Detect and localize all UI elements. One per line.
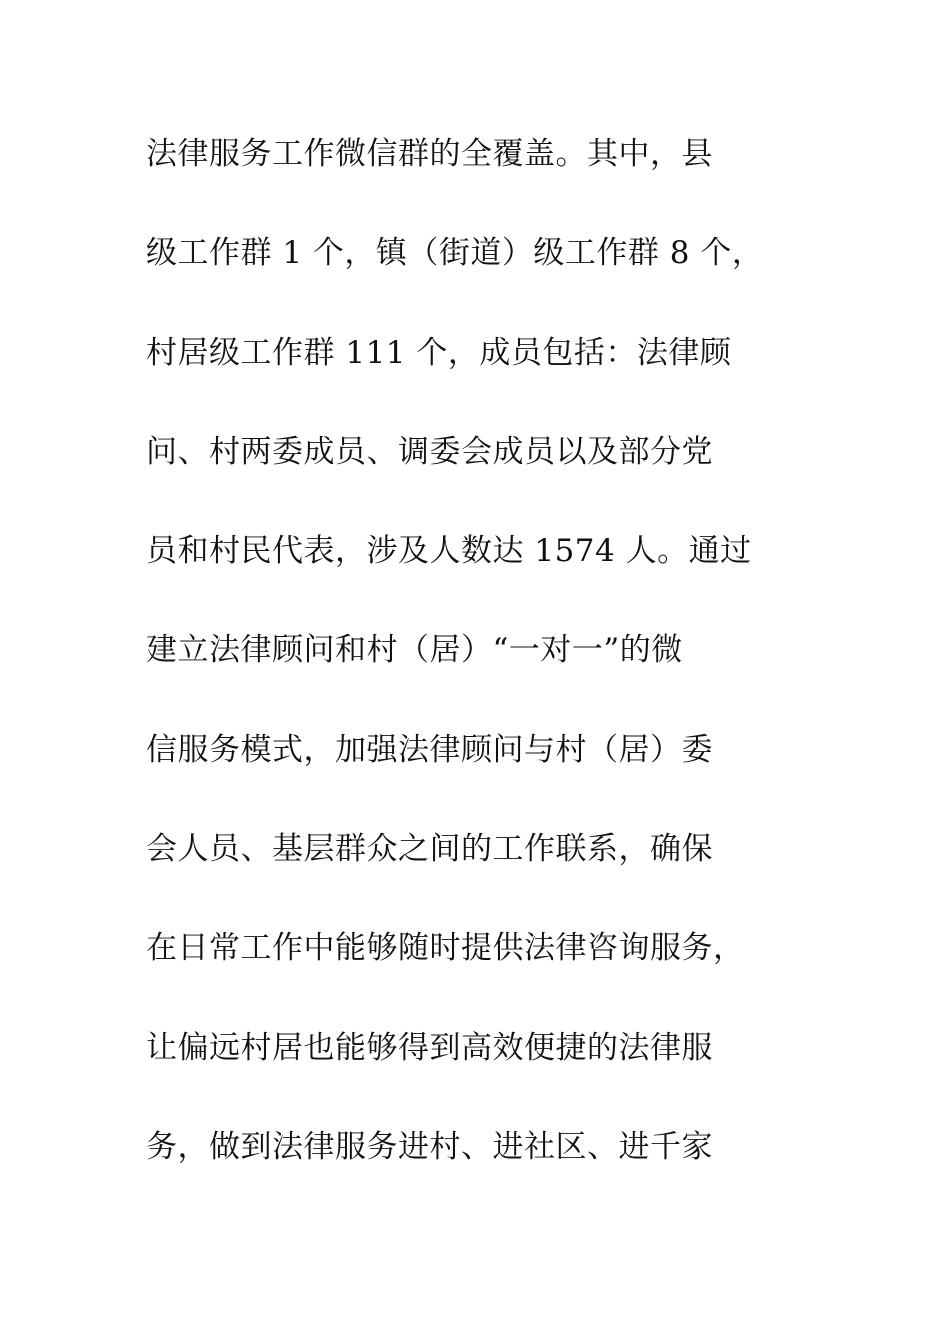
text-line: 法律服务工作微信群的全覆盖。其中，县 bbox=[146, 136, 713, 172]
text-line: 务，做到法律服务进村、进社区、进千家 bbox=[146, 1128, 713, 1165]
text-line: 会人员、基层群众之间的工作联系，确保 bbox=[146, 831, 713, 868]
text-line: 信服务模式，加强法律顾问与村（居）委 bbox=[146, 731, 713, 768]
text-line: 让偏远村居也能够得到高效便捷的法律服 bbox=[146, 1029, 713, 1066]
body-text bbox=[146, 128, 806, 1220]
text-line: 建立法律顾问和村（居）“一对一”的微 bbox=[146, 632, 683, 669]
text-line: 员和村民代表，涉及人数达 1574 人。通过 bbox=[146, 533, 752, 570]
text-line: 级工作群 1 个，镇（街道）级工作群 8 个， bbox=[146, 235, 764, 272]
text-line: 在日常工作中能够随时提供法律咨询服务， bbox=[146, 930, 745, 967]
text-line: 问、村两委成员、调委会成员以及部分党 bbox=[146, 433, 713, 470]
text-line: 村居级工作群 111 个，成员包括：法律顾 bbox=[146, 334, 732, 371]
